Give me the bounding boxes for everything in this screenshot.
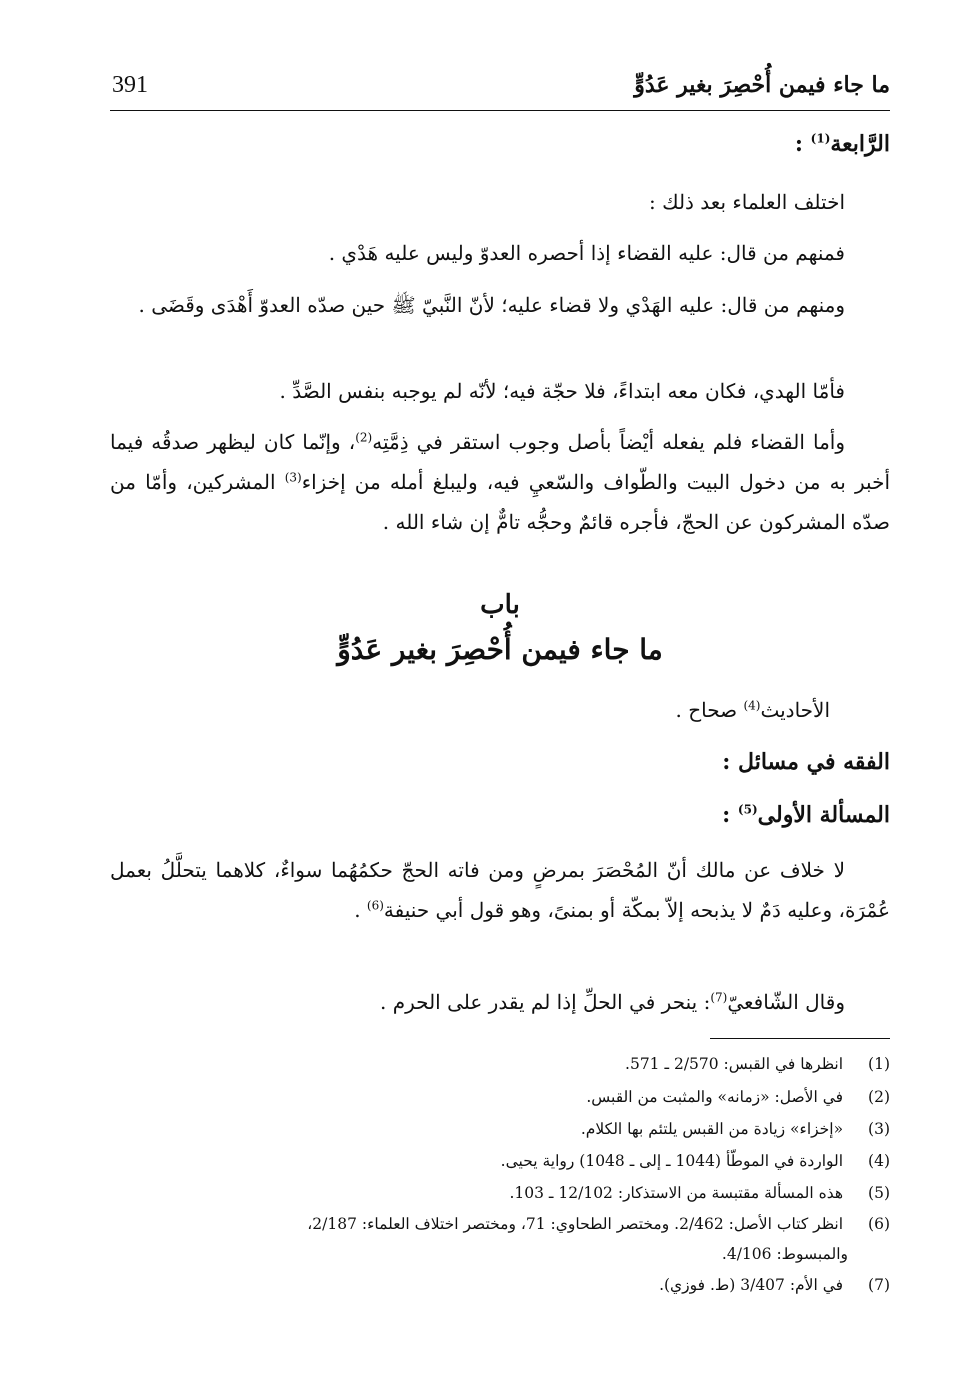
paragraph: ومنهم من قال: عليه الهَدْي ولا قضاء عليه؛ لأنّ النَّبيّ ﷺ حين صدّه العدوّ أَهْدَى وقَضَى . [138, 293, 845, 317]
footnote: (5) هذه المسألة مقتبسة من الاستذكار: 12/102 ـ 103. [509, 1184, 890, 1202]
footnote-ref: (1) [810, 131, 831, 146]
footnote: (6) انظر كتاب الأصل: 2/462. ومختصر الطحاوي: 71، ومختصر اختلاف العلماء: 2/187، [307, 1215, 890, 1233]
footnote-ref: (5) [737, 802, 758, 817]
paragraph: وأما القضاء فلم يفعله أيْضاً بأصل وجوب استقر في ذِمَّتِه$^{(2)}$، وإنّما كان ليظهر صدقُه فيما أخبر به من دخول البيت والطّواف والسّعيِ فيه، وليبلغ أمله من إخزاء$^{(3)}$ المشركين، وأمّا من صدّه المشركون عن الحجّ، فأجره قائمٌ وحجُّه تامٌّ إن شاء الله . [110, 430, 890, 534]
paragraph: وقال الشّافعيّ$^{(7)}$: ينحر في الحلِّ إذا لم يقدر على الحرم . [380, 990, 845, 1014]
page-header [110, 70, 890, 110]
paragraph: فأمّا الهدي، فكان معه ابتداءً، فلا حجّة فيه؛ لأنّه لم يوجبه بنفس الصَّدِّ . [279, 379, 845, 403]
footnote-ref: (7) [710, 990, 728, 1005]
page-number: 391 [112, 72, 148, 98]
footnote-ref: (6) [366, 898, 384, 913]
header-divider [110, 110, 890, 111]
running-title: ما جاء فيمن أُحْصِرَ بغير عَدُوٍّ [634, 72, 890, 98]
footnote-ref: (4) [743, 698, 761, 713]
footnote: (7) في الأم: 3/407 (ط. فوزي). [659, 1276, 890, 1294]
footnote-ref: (2) [355, 430, 373, 445]
paragraph: لا خلاف عن مالك أنّ المُحْصَرَ بمرضٍ ومن فاته الحجّ حكمُهُما سواءٌ، كلاهما يتحلَّلُ بعمل عُمْرَة، وعليه دَمٌ لا يذبحه إلاّ بمكّة أو بمنىً، وهو قول أبي حنيفة$^{(6)}$ . [110, 858, 890, 922]
subheading: المسألة الأولى$^{(5)}$ : [722, 802, 890, 828]
footnote: (1) انظرها في القبس: 2/570 ـ 571. [625, 1055, 890, 1073]
footnote: (4) الواردة في الموطّأ (1044 ـ إلى ـ 1048) رواية يحيى. [500, 1152, 890, 1170]
footnote: (2) في الأصل: «زمانه» والمثبت من القبس. [586, 1088, 890, 1106]
footnote-ref: (3) [284, 470, 302, 485]
paragraph: الأحاديث$^{(4)}$ صحاح . [675, 698, 830, 722]
footnote: (3) «إخزاء» زيادة من القبس يلتئم بها الكلام. [580, 1120, 890, 1138]
chapter-title: ما جاء فيمن أُحْصِرَ بغير عَدُوٍّ [337, 633, 663, 666]
footnote-divider [710, 1038, 890, 1039]
footnote-continuation: والمبسوط: 4/106. [721, 1245, 848, 1263]
subheading: الفقه في مسائل : [722, 749, 890, 775]
chapter-label: باب [480, 590, 520, 620]
paragraph: اختلف العلماء بعد ذلك : [649, 190, 845, 214]
paragraph: فمنهم من قال: عليه القضاء إذا أحصره العدوّ وليس عليه هَدْي . [328, 241, 845, 265]
section-heading: الرَّابعة$^{(1)}$ : [794, 131, 890, 157]
